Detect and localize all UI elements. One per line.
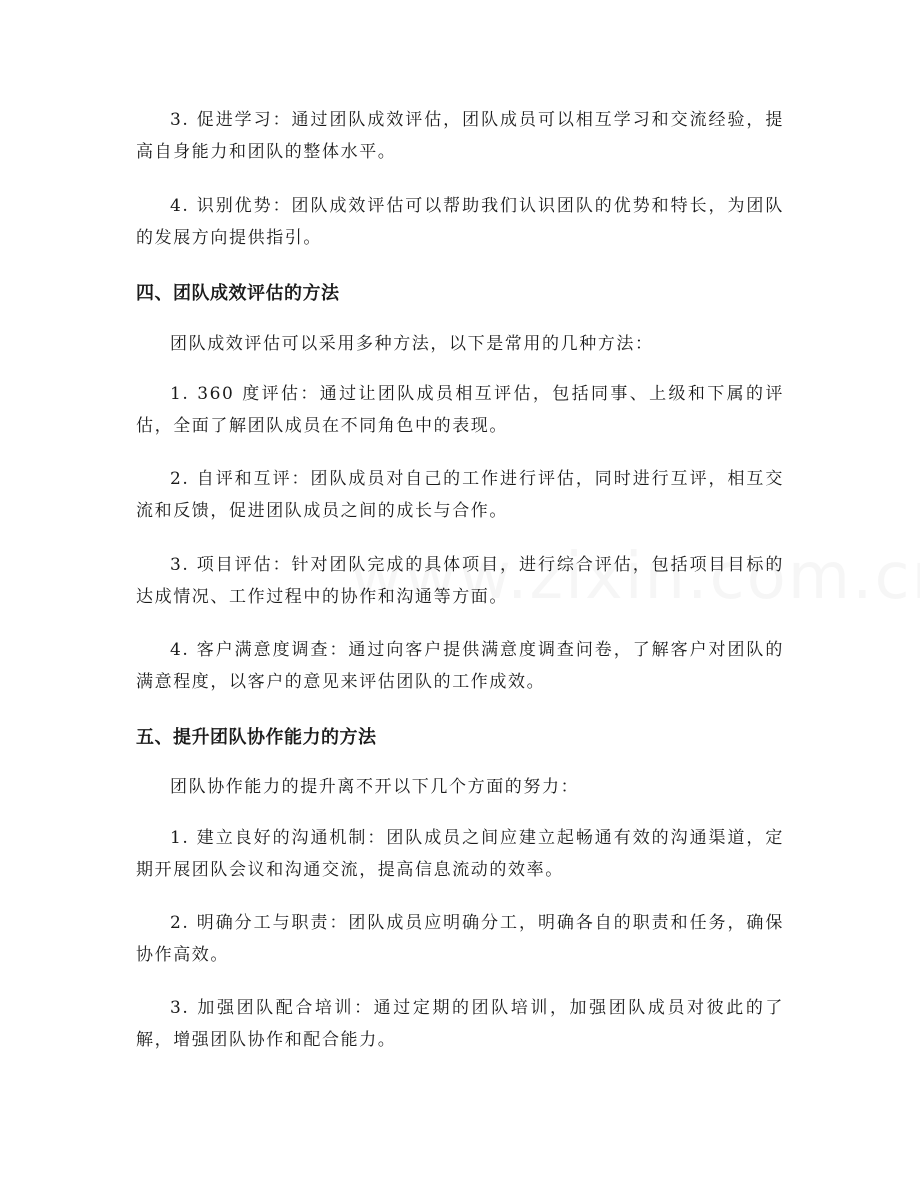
paragraph-collaboration-intro: 团队协作能力的提升离不开以下几个方面的努力： (170, 777, 580, 797)
paragraph-identify-strengths: 4. 识别优势：团队成效评估可以帮助我们认识团队的优势和特长，为团队的发展方向提供指引。 (136, 196, 784, 248)
paragraph-project-evaluation: 3. 项目评估：针对团队完成的具体项目，进行综合评估，包括项目目标的达成情况、工作过程中的协作和沟通等方面。 (136, 555, 784, 607)
section-heading-evaluation-methods: 四、团队成效评估的方法 (136, 283, 340, 304)
paragraph-customer-survey: 4. 客户满意度调查：通过向客户提供满意度调查问卷，了解客户对团队的满意程度，以客户的意见来评估团队的工作成效。 (136, 640, 784, 692)
paragraph-self-peer-evaluation: 2. 自评和互评：团队成员对自己的工作进行评估，同时进行互评，相互交流和反馈，促进团队成员之间的成长与合作。 (136, 469, 784, 521)
paragraph-promote-learning: 3. 促进学习：通过团队成效评估，团队成员可以相互学习和交流经验，提高自身能力和团队的整体水平。 (136, 110, 784, 162)
paragraph-teamwork-training: 3. 加强团队配合培训：通过定期的团队培训，加强团队成员对彼此的了解，增强团队协作和配合能力。 (136, 998, 784, 1050)
paragraph-methods-intro: 团队成效评估可以采用多种方法，以下是常用的几种方法： (170, 334, 654, 354)
paragraph-360-evaluation: 1. 360 度评估：通过让团队成员相互评估，包括同事、上级和下属的评估，全面了解团队成员在不同角色中的表现。 (136, 384, 784, 436)
paragraph-communication-mechanism: 1. 建立良好的沟通机制：团队成员之间应建立起畅通有效的沟通渠道，定期开展团队会议和沟通交流，提高信息流动的效率。 (136, 828, 784, 880)
section-heading-improve-collaboration: 五、提升团队协作能力的方法 (136, 727, 377, 748)
paragraph-division-of-labor: 2. 明确分工与职责：团队成员应明确分工，明确各自的职责和任务，确保协作高效。 (136, 913, 784, 965)
